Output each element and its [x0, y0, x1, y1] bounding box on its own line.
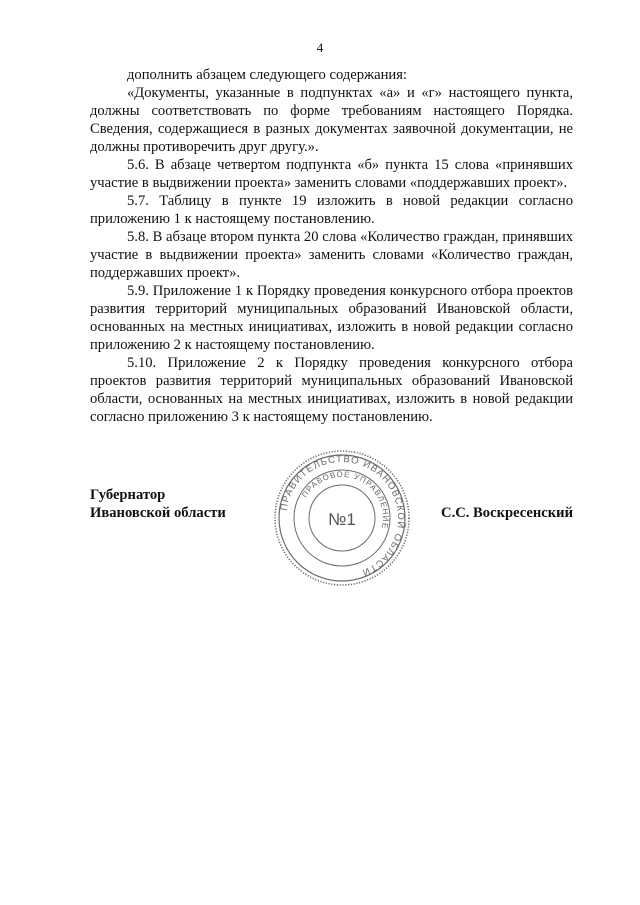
- document-body: [90, 66, 573, 426]
- paragraph-5-6: 5.6. В абзаце четвертом подпункта «б» пункта 15 слова «принявших участие в выдвижении проекта» заменить словами «поддержавших проект».: [90, 157, 573, 191]
- paragraph-quote: «Документы, указанные в подпунктах «а» и «г» настоящего пункта, должны соответствовать по форме требованиям настоящего Порядка. Сведения, содержащиеся в разных документах заявочной документации, не должны противоречить друг другу.».: [90, 85, 573, 155]
- signatory-title-line2: Ивановской области: [90, 505, 226, 521]
- paragraph-intro: дополнить абзацем следующего содержания:: [127, 67, 407, 83]
- official-seal-stamp: [272, 448, 412, 588]
- paragraph-5-7: 5.7. Таблицу в пункте 19 изложить в новой редакции согласно приложению 1 к настоящему постановлению.: [90, 193, 573, 227]
- paragraph-5-9: 5.9. Приложение 1 к Порядку проведения конкурсного отбора проектов развития территорий муниципальных образований Ивановской области, основанных на местных инициативах, изложить в новой редакции согласно приложению 2 к настоящему постановлению.: [90, 283, 573, 353]
- paragraph-5-10: 5.10. Приложение 2 к Порядку проведения конкурсного отбора проектов развития территорий муниципальных образований Ивановской области, основанных на местных инициативах, изложить в новой редакции согласно приложению 3 к настоящему постановлению.: [90, 355, 573, 425]
- signatory-title: [90, 486, 226, 522]
- seal-number: №1: [328, 510, 356, 529]
- page-number: 4: [316, 40, 324, 55]
- signatory-name: С.С. Воскресенский: [441, 505, 573, 521]
- signature-block: [90, 453, 573, 582]
- paragraph-5-8: 5.8. В абзаце втором пункта 20 слова «Количество граждан, принявших участие в выдвижении проекта» заменить словами «Количество граждан, поддержавших проект».: [90, 229, 573, 281]
- seal-outer-text: ПРАВИТЕЛЬСТВО ИВАНОВСКОЙ ОБЛАСТИ: [278, 453, 407, 579]
- seal-inner-text: ПРАВОВОЕ УПРАВЛЕНИЕ: [300, 469, 391, 530]
- signatory-title-line1: Губернатор: [90, 487, 166, 503]
